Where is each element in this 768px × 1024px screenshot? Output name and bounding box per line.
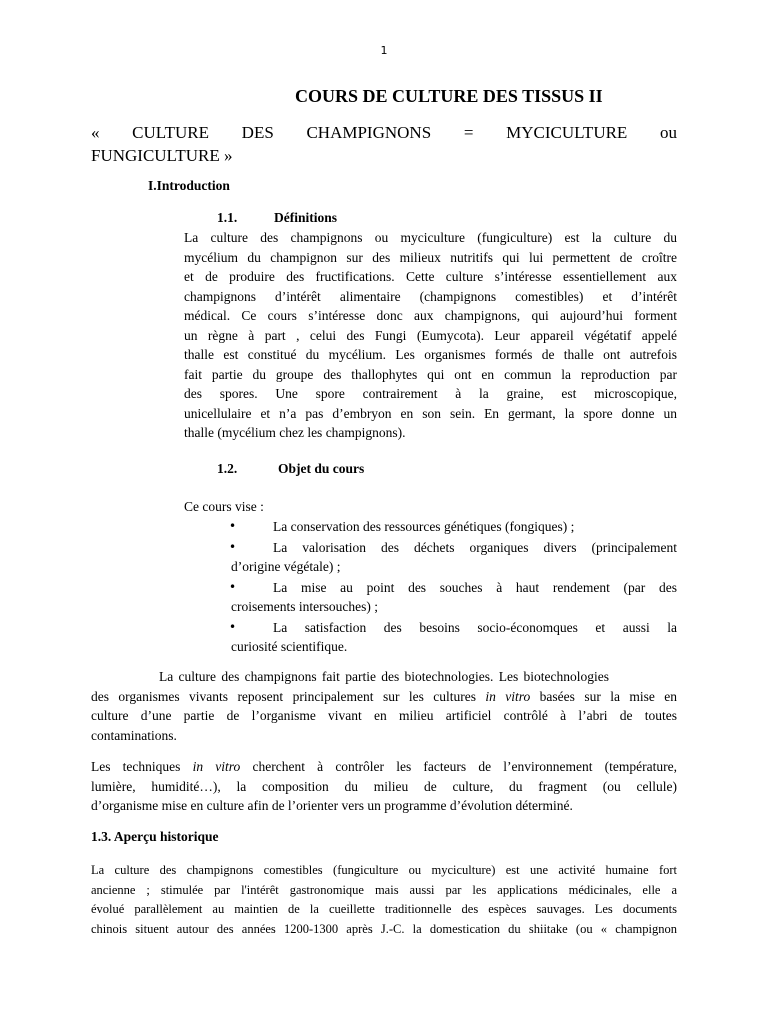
text-span: Les techniques (91, 759, 193, 774)
text-line (91, 687, 677, 707)
text-line: médical. Ce cours s’intéresse donc aux champignons, qui aujourd’hui forment (184, 308, 677, 323)
bullet-text-continued: curiosité scientifique. (231, 639, 348, 654)
text-line: lumière, humidité…), la composition du milieu de culture, du fragment (ou cellule) (91, 778, 677, 794)
text-line (91, 757, 677, 777)
bullet-text: La valorisation des déchets organiques divers (principalement (273, 540, 677, 555)
bullet-icon: • (229, 540, 237, 554)
text-span: des organismes vivants reposent principalement sur les cultures (91, 688, 486, 704)
bullet-text: La conservation des ressources génétiques (fongiques) ; (273, 519, 575, 534)
page-number: 1 (380, 44, 388, 57)
text-line: La culture des champignons ou myciculture (fungiculture) est la culture du (184, 230, 677, 245)
subtitle-line-2: FUNGICULTURE » (91, 146, 233, 165)
bullet-item (273, 618, 677, 638)
text-line: unicellulaire et n’a pas d’embryon en son sein. En germant, la spore donne un (184, 405, 677, 421)
bullet-text-continued: croisements intersouches) ; (231, 599, 378, 614)
text-line: thalle est constitué du mycélium. Les organismes formés de thalle ont autrefois (184, 347, 677, 362)
history-paragraph (91, 861, 677, 939)
text-line: d’organisme mise en culture afin de l’orienter vers un programme d’évolution déterminé. (91, 798, 573, 813)
text-line: fait partie du groupe des thallophytes qui ont en commun la reproduction par (184, 366, 677, 382)
in-vitro-paragraph (91, 757, 677, 816)
bullet-text: La mise au point des souches à haut rendement (par des (273, 580, 677, 595)
text-span: basées sur la mise en (530, 688, 677, 704)
bullet-text-continued: d’origine végétale) ; (231, 559, 341, 574)
section-1-1-title: Définitions (274, 210, 338, 225)
italic-term: in vitro (485, 688, 531, 704)
bullet-icon: • (229, 519, 237, 533)
text-line: ancienne ; stimulée par l'intérêt gastronomique mais aussi par les applications médicinales, elle a (91, 882, 677, 897)
text-line: mycélium du champignon sur des milieux nutritifs qui lui permettent de croître (184, 249, 677, 265)
text-line: La culture des champignons fait partie des biotechnologies. Les biotechnologies (159, 669, 609, 684)
section-1-2-title: Objet du cours (278, 461, 365, 476)
italic-term: in vitro (192, 759, 241, 774)
text-line: évolué parallèlement au maintien de la cueillette traditionnelle des espèces sauvages. Les documents (91, 902, 677, 916)
biotech-paragraph (91, 667, 677, 745)
text-line: champignons d’intérêt alimentaire (champignons comestibles) et d’intérêt (184, 288, 677, 304)
section-1-2-number: 1.2. (217, 461, 238, 476)
definitions-paragraph (184, 228, 677, 443)
text-span: cherchent à contrôler les facteurs de l’environnement (température, (240, 759, 677, 774)
text-line: thalle (mycélium chez les champignons). (184, 425, 406, 440)
document-title: COURS DE CULTURE DES TISSUS II (295, 86, 603, 106)
introduction-heading: I.Introduction (148, 178, 230, 193)
course-aims-intro: Ce cours vise : (184, 499, 264, 514)
section-1-3-title: 1.3. Aperçu historique (91, 829, 219, 844)
text-line: chinois situent autour des années 1200-1300 après J.-C. la domestication du shiitake (ou « champignon (91, 921, 677, 936)
text-line: un règne à part , celui des Fungi (Eumycota). Leur appareil végétatif appelé (184, 327, 677, 343)
bullet-item (273, 517, 677, 537)
text-line: culture d’une partie de l’organisme vivant en milieu artificiel contrôlé à l’abri de toutes (91, 708, 677, 723)
text-line: contaminations. (91, 727, 177, 743)
subtitle-line-1: « CULTURE DES CHAMPIGNONS = MYCICULTURE ou (91, 123, 677, 142)
bullet-icon: • (229, 620, 237, 634)
bullet-item (273, 578, 677, 598)
bullet-item (273, 538, 677, 558)
text-line: des spores. Une spore contrairement à la graine, est microscopique, (184, 386, 677, 401)
bullet-text: La satisfaction des besoins socio-économques et aussi la (273, 620, 677, 635)
bullet-icon: • (229, 580, 237, 594)
section-1-1-number: 1.1. (217, 210, 238, 225)
text-line: et de produire des fructifications. Cette culture s’intéresse essentiellement aux (184, 269, 677, 284)
text-line: La culture des champignons comestibles (fungiculture ou myciculture) est une activité humaine fort (91, 863, 677, 877)
